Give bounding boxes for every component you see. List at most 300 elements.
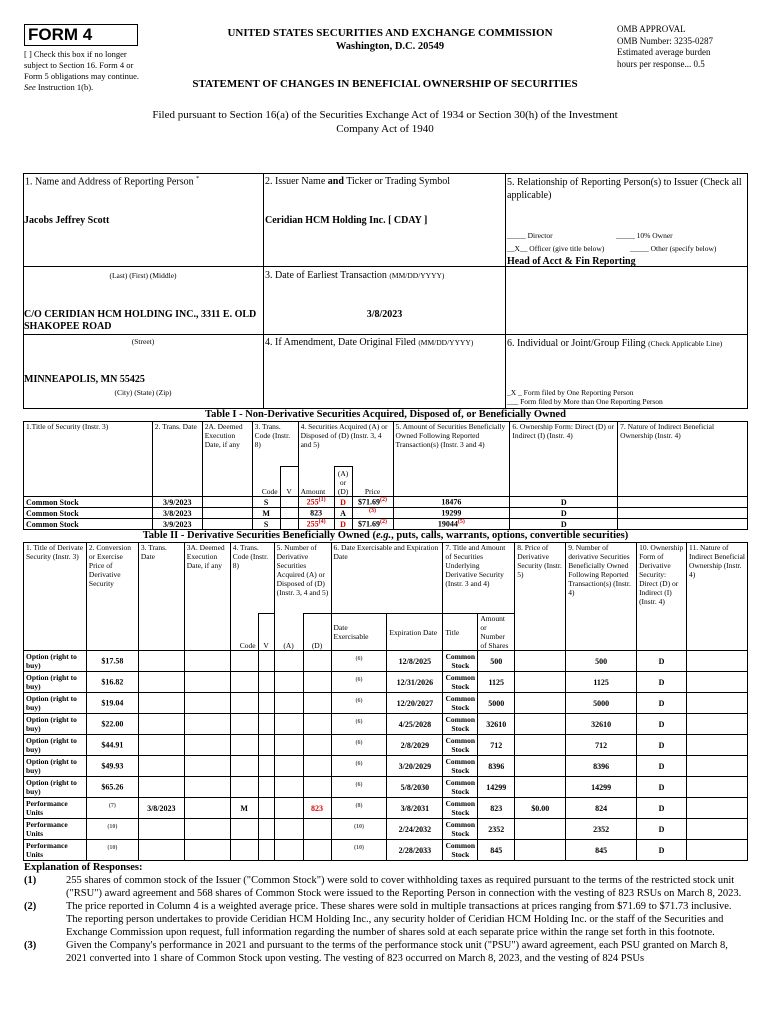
t2-cell-date	[138, 735, 184, 756]
t2-date-value: 3/8/2023	[147, 803, 176, 813]
t2-price-value: $65.26	[101, 782, 124, 792]
t2-cell-code	[230, 840, 258, 861]
t1-price-footnote[interactable]: (2)	[380, 519, 388, 526]
t1-h-form: 6. Ownership Form: Direct (D) or Indirect (I) (Instr. 4)	[510, 422, 618, 497]
t2-cell-v	[258, 693, 274, 714]
t1-h-deemed: 2A. Deemed Execution Date, if any	[202, 422, 252, 497]
t2-cell-a	[274, 693, 303, 714]
t2-cell-d	[303, 819, 331, 840]
t2-cell-title	[24, 693, 87, 714]
t2-exp-value: 12/8/2025	[398, 656, 432, 666]
t2-price-footnote[interactable]: (10)	[107, 824, 118, 831]
t2-form-value: D	[658, 698, 665, 708]
table2-row	[24, 693, 748, 714]
form-title-box	[24, 24, 138, 46]
box3-label	[265, 270, 444, 281]
t1-ad-value: A	[340, 508, 346, 518]
t2-cell-code	[230, 651, 258, 672]
t1-h-v: V	[280, 467, 298, 497]
t2-h-deemed: 3A. Deemed Execution Date, if any	[184, 543, 230, 651]
t1-cell-title	[24, 519, 153, 530]
t1-title-value: Common Stock	[26, 508, 79, 518]
t2-cell-v	[258, 756, 274, 777]
t2-cell-nature	[687, 693, 748, 714]
t2-cell-d	[303, 756, 331, 777]
explanation-text: Given the Company's performance in 2021 and pursuant to the terms of the performance stock unit ("PSU") award agreement, each PSU granted on March 8, 2021 converted into 1 share of Common Stock upon vesting. The vesting of 823 occurred on March 8, 2023, and the vesting of 824 PSUs	[66, 940, 728, 964]
t2-cell-code	[230, 777, 258, 798]
t2-form-value: D	[658, 824, 665, 834]
t2-cell-nature	[687, 756, 748, 777]
t2-owned-value: 32610	[591, 719, 612, 729]
agency-title: UNITED STATES SECURITIES AND EXCHANGE COMMISSION	[227, 27, 553, 39]
t1-cell-form	[510, 497, 618, 508]
reporter-name: Jacobs Jeffrey Scott	[24, 215, 110, 226]
t2-cell-date	[138, 672, 184, 693]
t1-ad-value: D	[340, 497, 346, 507]
t2-cell-utitle	[443, 672, 478, 693]
t1-cell-form	[510, 519, 618, 530]
t2-h-exercisable: 6. Date Exercisable and Expiration Date	[331, 543, 443, 614]
explanation-text: 255 shares of common stock of the Issuer ("Common Stock") were sold to cover withholding taxes as required pursuant to the terms of the restricted stock unit ("RSU") award agreement and 568 shares of Common Stock were issued to the Reporting Person in connection with the vesting of 823 RSUs on March 8, 2023.	[66, 875, 742, 899]
t1-price-footnote[interactable]: (2)	[380, 497, 388, 504]
t2-title-value: Option (right to buy)	[26, 736, 77, 754]
t1-h-nature: 7. Nature of Indirect Beneficial Ownership (Instr. 4)	[618, 422, 748, 497]
t2-cell-exp	[387, 714, 443, 735]
t2-cell-utitle	[443, 798, 478, 819]
t2-shares-value: 8396	[488, 761, 505, 771]
t2-h-code-sub: Code	[230, 614, 258, 651]
box2-and: and	[327, 176, 344, 187]
explanation-number: (1)	[24, 875, 37, 886]
t2-owned-value: 712	[595, 740, 608, 750]
t2-cell-v	[258, 798, 274, 819]
box6-label-text: 6. Individual or Joint/Group Filing	[507, 338, 646, 349]
t2-exp-value: 2/8/2029	[400, 740, 430, 750]
box1-label	[25, 176, 199, 187]
explanation-text: The price reported in Column 4 is a weighted average price. These shares were sold in multiple transactions at prices ranging from $71.69 to $71.73 inclusive. The reporting person undertakes to provide Ceridian HCM Holding Inc., any security holder of Ceridian HCM Holding Inc. or the staff of the Securities and Exchange Commission upon request, full information regarding the number of shares sold at each separate price within the range set forth in this footnote.	[66, 901, 732, 938]
t2-cell-form	[637, 777, 687, 798]
t2-cell-dprice	[515, 693, 566, 714]
t1-h-aord: (A) or (D)	[334, 467, 352, 497]
t2-cell-a	[274, 819, 303, 840]
t2-title-value: Option (right to buy)	[26, 652, 77, 670]
table1-row	[24, 519, 748, 530]
t2-cell-deemed	[184, 735, 230, 756]
t2-form-value: D	[658, 782, 665, 792]
t2-h-expiration: Expiration Date	[387, 614, 443, 651]
t2-cell-dprice	[515, 672, 566, 693]
t2-utitle-value: Common Stock	[445, 736, 476, 754]
t2-cell-exp	[387, 777, 443, 798]
t2-form-value: D	[658, 719, 665, 729]
t2-owned-value: 845	[595, 845, 608, 855]
t2-cell-price	[86, 651, 138, 672]
t2-price-footnote[interactable]: (10)	[107, 845, 118, 852]
t2-cell-dprice	[515, 840, 566, 861]
filing-one-person[interactable]: _X _ Form filed by One Reporting Person	[507, 388, 634, 397]
t2-cell-date	[138, 798, 184, 819]
t2-cell-nature	[687, 672, 748, 693]
t2-cell-a	[274, 651, 303, 672]
t2-cell-price	[86, 819, 138, 840]
t2-h-date: 3. Trans. Date	[138, 543, 184, 651]
box4-format: (MM/DD/YYYY)	[418, 338, 474, 347]
t2-cell-code	[230, 672, 258, 693]
t1-date-value: 3/9/2023	[163, 497, 192, 507]
t2-cell-deemed	[184, 777, 230, 798]
t2-cell-deemed	[184, 840, 230, 861]
t2-cell-date	[138, 651, 184, 672]
t1-cell-nature	[618, 519, 748, 530]
t2-exer-footnote[interactable]: (8)	[355, 803, 363, 810]
t2-utitle-value: Common Stock	[445, 841, 476, 859]
t2-cell-title	[24, 735, 87, 756]
t2-cell-form	[637, 651, 687, 672]
filing-more-persons[interactable]: ___ Form filed by More than One Reporting Person	[507, 397, 663, 406]
t2-cell-owned	[566, 735, 637, 756]
table2-title	[23, 530, 748, 542]
t1-cell-amount	[298, 508, 334, 519]
t2-cell-date	[138, 840, 184, 861]
t2-cell-utitle	[443, 777, 478, 798]
form-checkbox-note[interactable]	[24, 49, 152, 93]
rel-officer[interactable]: __X__ Officer (give title below)	[507, 244, 605, 253]
t2-exer-footnote[interactable]: (6)	[355, 698, 363, 705]
t1-cell-deemed	[202, 519, 252, 530]
t2-shares-value: 5000	[488, 698, 505, 708]
t2-h-form: 10. Ownership Form of Derivative Security: Direct (D) or Indirect (I) (Instr. 4)	[637, 543, 687, 651]
t2-cell-owned	[566, 714, 637, 735]
t2-cell-owned	[566, 693, 637, 714]
t2-utitle-value: Common Stock	[445, 673, 476, 691]
t2-h-date-exercisable: Date Exercisable	[331, 614, 387, 651]
t2-exp-value: 12/31/2026	[396, 677, 434, 687]
t2-dprice-value: $0.00	[531, 803, 550, 813]
explanation-item	[24, 900, 746, 939]
t2-cell-exer	[331, 819, 387, 840]
t2-cell-code	[230, 756, 258, 777]
t2-cell-a	[274, 672, 303, 693]
t2-cell-exp	[387, 840, 443, 861]
t2-cell-deemed	[184, 756, 230, 777]
t2-form-value: D	[658, 740, 665, 750]
t2-cell-title	[24, 798, 87, 819]
t2-cell-exer	[331, 840, 387, 861]
t2-exp-value: 2/28/2033	[398, 845, 432, 855]
omb-approval	[617, 24, 757, 70]
t1-cell-price	[352, 497, 393, 508]
t1-amount-footnote[interactable]: (4)	[318, 519, 326, 526]
t2-owned-value: 500	[595, 656, 608, 666]
t2-title-value: Performance Units	[26, 820, 68, 838]
explanation-item	[24, 874, 746, 900]
t1-title-value: Common Stock	[26, 497, 79, 507]
earliest-transaction-date: 3/8/2023	[366, 309, 403, 320]
t2-code-value: M	[240, 803, 248, 813]
t2-utitle-value: Common Stock	[445, 694, 476, 712]
t1-amount-footnote[interactable]: (1)	[318, 497, 326, 504]
t2-cell-form	[637, 672, 687, 693]
t2-cell-dprice	[515, 756, 566, 777]
t2-cell-form	[637, 735, 687, 756]
t2-title-value: Performance Units	[26, 841, 68, 859]
t1-owned-value: 19044	[437, 519, 458, 529]
box2-label	[265, 176, 450, 187]
t2-cell-exer	[331, 672, 387, 693]
street-label: (Street)	[131, 337, 155, 346]
t2-utitle-value: Common Stock	[445, 778, 476, 796]
t2-exer-footnote[interactable]: (6)	[355, 656, 363, 663]
t1-form-value: D	[560, 508, 567, 518]
rel-10pct-owner[interactable]: _____ 10% Owner	[616, 231, 673, 240]
t2-utitle-value: Common Stock	[445, 820, 476, 838]
t2-cell-owned	[566, 777, 637, 798]
t2-title-value: Option (right to buy)	[26, 694, 77, 712]
t2-cell-title	[24, 819, 87, 840]
t2-cell-deemed	[184, 672, 230, 693]
t2-cell-nature	[687, 651, 748, 672]
t1-cell-code	[252, 497, 280, 508]
t2-cell-shares	[478, 714, 515, 735]
t2-cell-deemed	[184, 693, 230, 714]
t1-cell-date	[152, 497, 202, 508]
t2-h-a: (A)	[274, 614, 303, 651]
t2-cell-utitle	[443, 840, 478, 861]
t2-cell-exp	[387, 798, 443, 819]
table1-title: Table I - Non-Derivative Securities Acquired, Disposed of, or Beneficially Owned	[205, 409, 566, 420]
t2-cell-dprice	[515, 735, 566, 756]
t2-cell-exp	[387, 651, 443, 672]
t2-shares-value: 712	[490, 740, 503, 750]
t2-h-owned: 9. Number of derivative Securities Beneficially Owned Following Reported Transaction(s) (Instr. 4)	[566, 543, 637, 651]
t2-cell-price	[86, 777, 138, 798]
t2-exp-value: 5/8/2030	[400, 782, 430, 792]
t1-price-footnote[interactable]: (3)	[369, 508, 377, 515]
t2-exer-footnote[interactable]: (6)	[355, 740, 363, 747]
table2-row	[24, 651, 748, 672]
box3-label-text: 3. Date of Earliest Transaction	[265, 270, 387, 281]
t2-cell-d	[303, 840, 331, 861]
t2-cell-price	[86, 840, 138, 861]
t2-cell-shares	[478, 756, 515, 777]
explanation-heading: Explanation of Responses:	[24, 862, 143, 873]
t1-price-value: $71.69	[358, 497, 381, 507]
t1-cell-v	[280, 497, 298, 508]
t2-cell-dprice	[515, 819, 566, 840]
t2-h-v: V	[258, 614, 274, 651]
t2-cell-d	[303, 672, 331, 693]
table2-row	[24, 714, 748, 735]
t2-cell-v	[258, 735, 274, 756]
box1-label-text: 1. Name and Address of Reporting Person	[25, 176, 194, 188]
t2-cell-shares	[478, 651, 515, 672]
table2-row	[24, 840, 748, 861]
t1-amount-value: 255	[306, 519, 319, 529]
t2-cell-deemed	[184, 798, 230, 819]
t2-cell-title	[24, 840, 87, 861]
t1-cell-price	[352, 519, 393, 530]
t2-cell-form	[637, 714, 687, 735]
rel-director[interactable]: _____ Director	[507, 231, 553, 240]
t1-amount-value: 255	[306, 497, 319, 507]
t2-cell-d	[303, 777, 331, 798]
t1-cell-price	[352, 508, 393, 519]
t2-cell-price	[86, 798, 138, 819]
table1-row	[24, 508, 748, 519]
t2-price-footnote[interactable]: (7)	[108, 803, 116, 810]
t1-code-value: S	[263, 519, 269, 529]
t2-cell-deemed	[184, 714, 230, 735]
t2-exer-footnote[interactable]: (10)	[353, 824, 364, 831]
t2-cell-title	[24, 777, 87, 798]
t1-cell-owned	[393, 508, 510, 519]
t2-cell-dprice	[515, 777, 566, 798]
t1-form-value: D	[560, 497, 567, 507]
t2-exp-value: 12/20/2027	[396, 698, 434, 708]
t2-exer-footnote[interactable]: (10)	[353, 845, 364, 852]
t2-cell-shares	[478, 735, 515, 756]
t2-exer-footnote[interactable]: (6)	[355, 719, 363, 726]
t2-cell-a	[274, 735, 303, 756]
box6-label	[507, 337, 745, 350]
t2-price-value: $22.00	[101, 719, 124, 729]
statement-title: STATEMENT OF CHANGES IN BENEFICIAL OWNERSHIP OF SECURITIES	[192, 78, 578, 90]
t1-cell-title	[24, 497, 153, 508]
t2-cell-date	[138, 756, 184, 777]
t2-cell-title	[24, 756, 87, 777]
checkbox-see: See	[24, 82, 36, 92]
checkbox-instruction: Instruction 1(b).	[37, 82, 94, 92]
t2-cell-exp	[387, 672, 443, 693]
t2-cell-a	[274, 798, 303, 819]
t1-owned-footnote[interactable]: (5)	[457, 519, 465, 526]
t2-cell-dprice	[515, 798, 566, 819]
t1-cell-ad	[334, 508, 352, 519]
t1-cell-date	[152, 519, 202, 530]
t2-exp-value: 3/20/2029	[398, 761, 432, 771]
t2-price-value: $19.04	[101, 698, 124, 708]
t2-exp-value: 2/24/2032	[398, 824, 432, 834]
t2-cell-d	[303, 651, 331, 672]
t2-exer-footnote[interactable]: (6)	[355, 782, 363, 789]
t2-price-value: $44.91	[101, 740, 124, 750]
t2-cell-v	[258, 714, 274, 735]
explanation-number: (3)	[24, 940, 37, 951]
t2-cell-owned	[566, 651, 637, 672]
t2-shares-value: 1125	[488, 677, 505, 687]
t2-cell-code	[230, 714, 258, 735]
t2-exp-value: 3/8/2031	[400, 803, 430, 813]
t2-cell-shares	[478, 693, 515, 714]
omb-line1: OMB APPROVAL	[617, 24, 686, 34]
t2-form-value: D	[658, 656, 665, 666]
t2-cell-shares	[478, 798, 515, 819]
t1-cell-code	[252, 508, 280, 519]
table2-title-a: Table II - Derivative Securities Beneficially Owned (	[142, 530, 376, 541]
t2-form-value: D	[658, 761, 665, 771]
t1-h-amount: Amount	[298, 467, 334, 497]
table2-title-eg: e.g.	[375, 530, 392, 541]
t2-cell-shares	[478, 672, 515, 693]
table2-row	[24, 735, 748, 756]
t2-cell-deemed	[184, 651, 230, 672]
t2-h-d: (D)	[303, 614, 331, 651]
t1-h-code: 3. Trans. Code (Instr. 8)	[252, 422, 298, 467]
t2-d-value: 823	[311, 803, 324, 813]
t2-h-number: 5. Number of Derivative Securities Acquired (A) or Disposed of (D) (Instr. 3, 4 and 5)	[274, 543, 331, 614]
t1-h-owned: 5. Amount of Securities Beneficially Owned Following Reported Transaction(s) (Instr. 3 and 4)	[393, 422, 510, 497]
table2-row	[24, 819, 748, 840]
officer-title: Head of Acct & Fin Reporting	[507, 256, 636, 267]
t1-amount-value: 823	[310, 508, 323, 518]
t1-cell-nature	[618, 497, 748, 508]
t2-shares-value: 2352	[488, 824, 505, 834]
t1-cell-code	[252, 519, 280, 530]
t2-price-value: $17.58	[101, 656, 124, 666]
t2-cell-owned	[566, 840, 637, 861]
omb-line4: hours per response... 0.5	[617, 58, 705, 69]
t2-h-code: 4. Trans. Code (Instr. 8)	[230, 543, 274, 614]
t2-cell-deemed	[184, 819, 230, 840]
t2-cell-exp	[387, 693, 443, 714]
t2-title-value: Performance Units	[26, 799, 68, 817]
t2-owned-value: 1125	[593, 677, 609, 687]
t2-cell-shares	[478, 777, 515, 798]
t1-cell-deemed	[202, 497, 252, 508]
t2-h-nature: 11. Nature of Indirect Beneficial Ownership (Instr. 4)	[687, 543, 748, 651]
table2-row	[24, 777, 748, 798]
t2-exer-footnote[interactable]: (6)	[355, 677, 363, 684]
t2-cell-date	[138, 777, 184, 798]
t2-exp-value: 4/25/2028	[398, 719, 432, 729]
table2-row	[24, 672, 748, 693]
t2-owned-value: 2352	[593, 824, 610, 834]
table1-row	[24, 497, 748, 508]
t2-owned-value: 14299	[591, 782, 612, 792]
t2-cell-nature	[687, 735, 748, 756]
t2-cell-exer	[331, 777, 387, 798]
t1-cell-amount	[298, 519, 334, 530]
t2-cell-v	[258, 819, 274, 840]
t2-cell-form	[637, 819, 687, 840]
divider-h2	[23, 334, 748, 335]
t1-owned-value: 18476	[441, 497, 462, 507]
t2-exer-footnote[interactable]: (6)	[355, 761, 363, 768]
t2-cell-price	[86, 693, 138, 714]
t2-cell-title	[24, 651, 87, 672]
divider-v1	[263, 173, 264, 409]
t2-cell-form	[637, 693, 687, 714]
t1-cell-owned	[393, 497, 510, 508]
reporter-street: C/O CERIDIAN HCM HOLDING INC., 3311 E. OLD SHAKOPEE ROAD	[24, 309, 257, 332]
t2-cell-v	[258, 672, 274, 693]
box2-label-b: Ticker or Trading Symbol	[346, 176, 451, 187]
t2-cell-owned	[566, 819, 637, 840]
t2-shares-value: 500	[490, 656, 503, 666]
box3-format: (MM/DD/YYYY)	[389, 271, 445, 280]
t2-cell-exer	[331, 735, 387, 756]
t2-cell-utitle	[443, 651, 478, 672]
t1-cell-amount	[298, 497, 334, 508]
rel-other[interactable]: _____ Other (specify below)	[630, 244, 717, 253]
t2-cell-form	[637, 798, 687, 819]
box4-label	[265, 337, 473, 348]
t1-h-price: Price	[352, 467, 393, 497]
t1-h-date: 2. Trans. Date	[152, 422, 202, 497]
t1-cell-title	[24, 508, 153, 519]
table2-row	[24, 756, 748, 777]
t2-cell-nature	[687, 840, 748, 861]
